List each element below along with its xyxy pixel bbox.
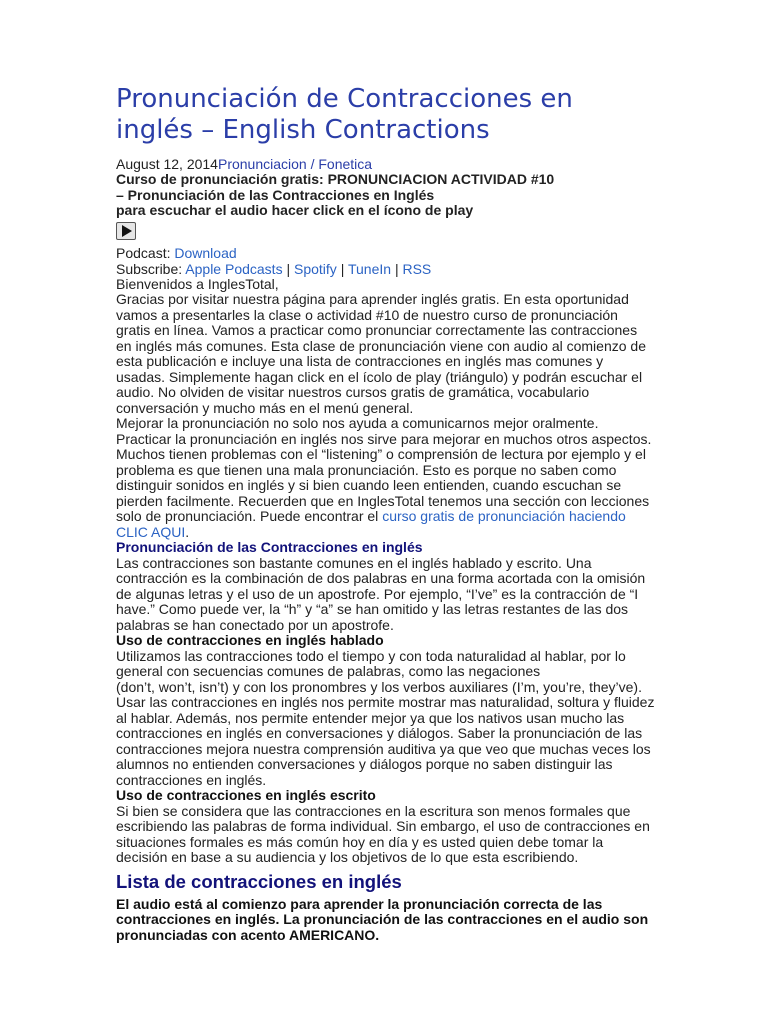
section-heading-written: Uso de contracciones en inglés escrito [116, 787, 376, 803]
apple-podcasts-link[interactable]: Apple Podcasts [185, 260, 283, 277]
paragraph-text: Mejorar la pronunciación no solo nos ayuda a comunicarnos mejor oralmente. Practicar la pronunciación en inglés nos sirve para mejorar en muchos otros aspectos. Muchos tienen problemas con el “listening” o comprensión de lectura por ejemplo y el problema es que tienen una mala pronunciación. Esto es porque no saben como distinguir sonidos en inglés y si bien cuando leen entienden, cuando escuchan se pierden facilmente. Recuerden que en InglesTotal tenemos una sección con lecciones solo de pronunciación. Puede encontrar el [116, 415, 652, 524]
intro-line-2: – Pronunciación de las Contracciones en Inglés [116, 186, 435, 203]
section-heading-spoken: Uso de contracciones en inglés hablado [116, 632, 384, 648]
course-link[interactable]: curso gratis de pronunciación haciendo CLIC AQUI [116, 508, 626, 540]
section-text-written: Si bien se considera que las contracciones en la escritura son menos formales que escribiendo las palabras de forma individual. Sin embargo, el uso de contracciones en situaciones formales es más común hoy en día y es usted quien debe tomar la decisión en base a su audiencia y los objetivos de lo que esta escribiendo. [116, 802, 650, 865]
category-link[interactable]: Pronunciacion / Fonetica [217, 156, 373, 172]
paragraph-pronunciation [116, 416, 656, 540]
section-text-spoken-2: (don’t, won’t, isn’t) y con los pronombres y los verbos auxiliares (I’m, you’re, they’ve). Usar las contracciones en inglés nos permite mostrar mas naturalidad, soltura y fluidez al hablar. Además, nos permite entender mejor ya que los nativos usan mucho las contracciones en inglés en conversaciones y diálogos. Saber la pronunciación de las contracciones mejora nuestra comprensión auditiva ya que veo que muchas veces los alumnos no entienden conversaciones y diálogos porque no saben distinguir las contracciones en inglés. [116, 678, 655, 788]
subscribe-line [116, 261, 656, 277]
intro-line-1: Curso de pronunciación gratis: PRONUNCIACION ACTIVIDAD #10 [116, 171, 555, 187]
intro-line-3: para escuchar el audio hacer click en el ícono de play [116, 202, 474, 218]
podcast-label: Podcast: [116, 244, 171, 261]
list-heading: Lista de contracciones en inglés [116, 870, 402, 892]
separator: | [394, 260, 399, 277]
podcast-line [116, 245, 656, 261]
spotify-link[interactable]: Spotify [294, 260, 337, 277]
audio-note: El audio está al comienzo para aprender la pronunciación correcta de las contracciones en inglés. La pronunciación de las contracciones en el audio son pronunciadas con acento AMERICANO. [116, 895, 649, 943]
section-heading-contractions: Pronunciación de las Contracciones en inglés [116, 539, 423, 555]
tunein-link[interactable]: TuneIn [347, 260, 392, 277]
audio-player [116, 219, 656, 245]
greeting: Bienvenidos a InglesTotal, [116, 275, 279, 292]
post-meta [116, 156, 656, 172]
section-text-spoken-1: Utilizamos las contracciones todo el tiempo y con toda naturalidad al hablar, por lo general con secuencias comunes de palabras, como las negaciones [116, 647, 626, 679]
rss-link[interactable]: RSS [402, 260, 432, 277]
paragraph-intro: Gracias por visitar nuestra página para aprender inglés gratis. En esta oportunidad vamos a presentarles la clase o actividad #10 de nuestro curso de pronunciación gratis en línea. Vamos a practicar como pronunciar correctamente las contracciones en inglés más comunes. Esta clase de pronunciación viene con audio al comienzo de esta publicación e incluye una lista de contracciones en inglés mas comunes y usadas. Simplemente hagan click en el ícolo de play (triángulo) y podrán escuchar el audio. No olviden de visitar nuestros cursos gratis de gramática, vocabulario conversación y mucho más en el menú general. [116, 291, 646, 416]
separator: | [340, 260, 345, 277]
page-title: Pronunciación de Contracciones en inglés – English Contractions [116, 84, 573, 145]
article [116, 84, 656, 943]
subscribe-label: Subscribe: [116, 260, 183, 277]
separator: | [286, 260, 291, 277]
play-button[interactable] [116, 222, 136, 240]
section-text-contractions: Las contracciones son bastante comunes en el inglés hablado y escrito. Una contracción es la combinación de dos palabras en una forma acortada con la omisión de algunas letras y el uso de un apostrofe. Por ejemplo, “I’ve” es la contracción de “I have.” Como puede ver, la “h” y “a” se han omitido y las letras restantes de las dos palabras se han conectado por un apostrofe. [116, 554, 646, 633]
paragraph-end: . [185, 523, 190, 540]
download-link[interactable]: Download [174, 244, 237, 261]
post-date: August 12, 2014 [116, 156, 218, 172]
